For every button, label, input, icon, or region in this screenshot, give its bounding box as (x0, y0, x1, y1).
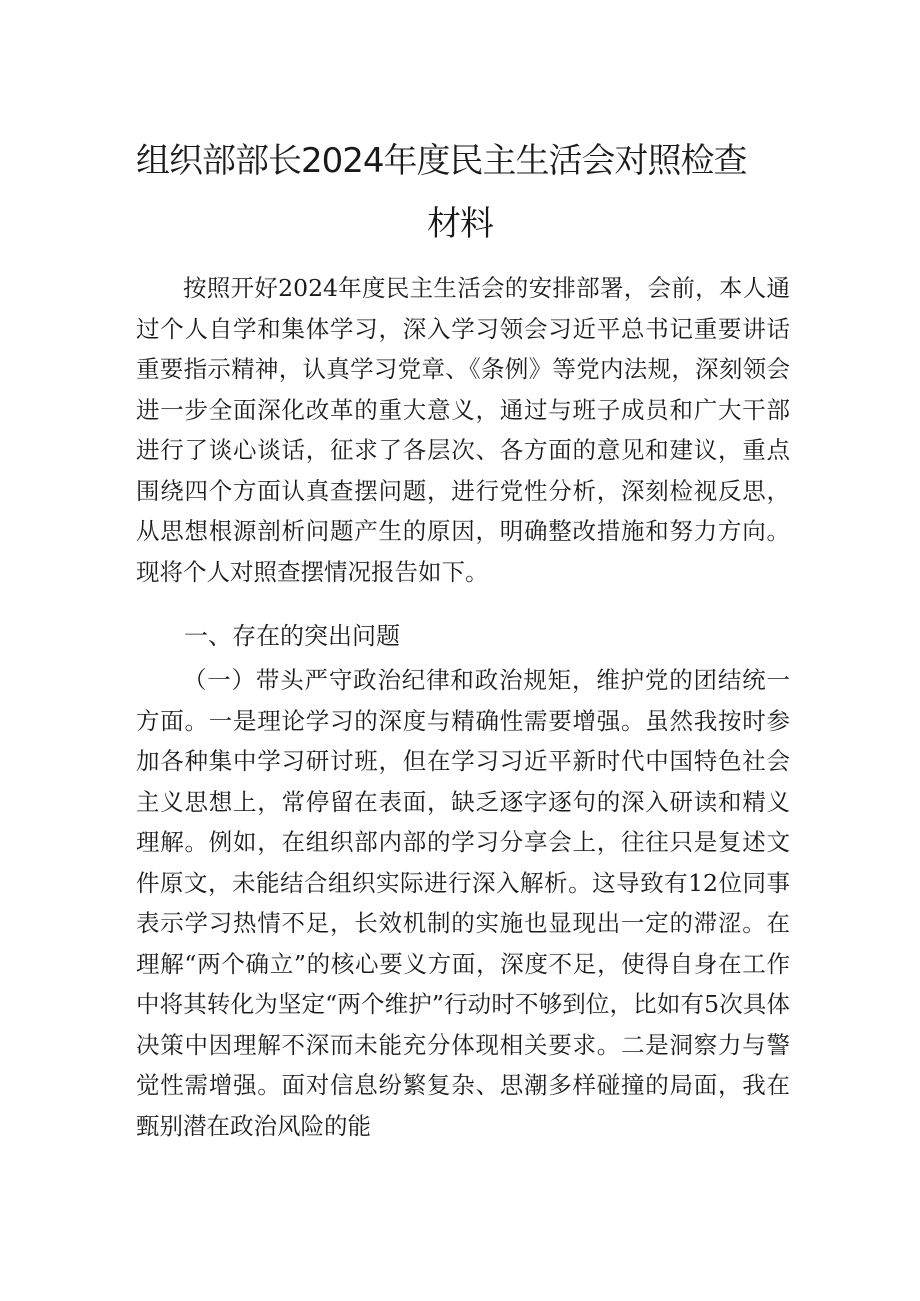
document-title-line-2: 材料 (427, 204, 493, 244)
document-title-line-1: 组织部部长2024年度民主生活会对照检查 (136, 141, 747, 181)
section-heading: 一、存在的突出问题 (184, 622, 400, 650)
intro-paragraph: 按照开好2024年度民主生活会的安排部署，会前，本人通过个人自学和集体学习，深入学习领会习近平总书记重要讲话重要指示精神，认真学习党章、《条例》等党内法规，深刻领会进一步全面深化改革的重大意义，通过与班子成员和广大干部进行了谈心谈话，征求了各层次、各方面的意见和建议，重点围绕四个方面认真查摆问题，进行党性分析，深刻检视反思，从思想根源剖析问题产生的原因，明确整改措施和努力方向。现将个人对照查摆情况报告如下。 (136, 274, 790, 586)
section-1-paragraph: （一）带头严守政治纪律和政治规矩，维护党的团结统一方面。一是理论学习的深度与精确性需要增强。虽然我按时参加各种集中学习研讨班，但在学习习近平新时代中国特色社会主义思想上，常停留在表面，缺乏逐字逐句的深入研读和精义理解。例如，在组织部内部的学习分享会上，往往只是复述文件原文，未能结合组织实际进行深入解析。这导致有12位同事表示学习热情不足，长效机制的实施也显现出一定的滞涩。在理解“两个确立”的核心要义方面，深度不足，使得自身在工作中将其转化为坚定“两个维护”行动时不够到位，比如有5次具体决策中因理解不深而未能充分体现相关要求。二是洞察力与警觉性需增强。面对信息纷繁复杂、思潮多样碰撞的局面，我在甄别潜在政治风险的能 (136, 666, 790, 1140)
